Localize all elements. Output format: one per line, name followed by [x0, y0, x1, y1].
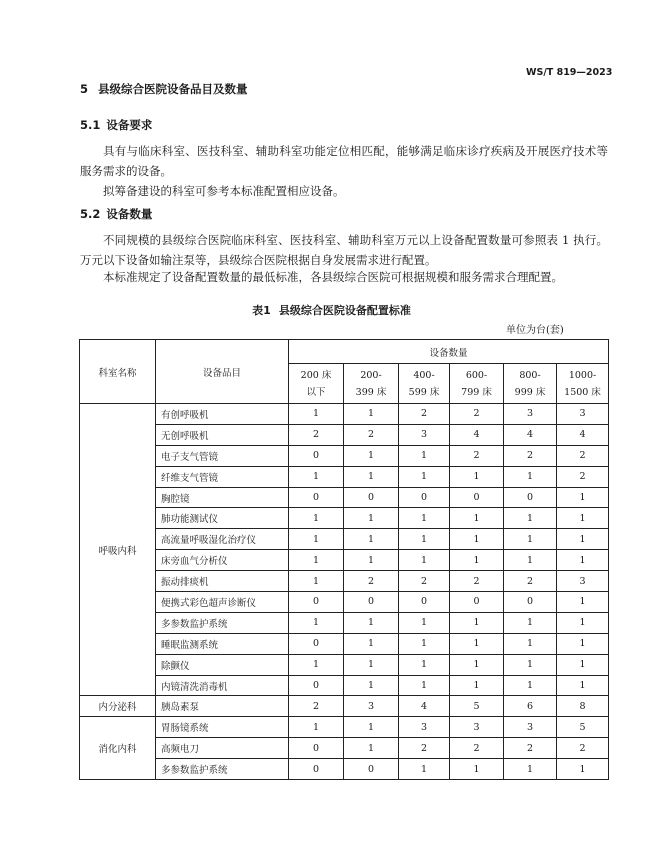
qty-cell: 0: [450, 487, 504, 508]
item-cell: 胸腔镜: [156, 487, 289, 508]
table-title-text: 县级综合医院设备配置标准: [278, 304, 411, 317]
item-cell: 便携式彩色超声诊断仪: [156, 592, 289, 613]
qty-cell: 1: [450, 654, 504, 675]
table-row: [80, 654, 609, 675]
qty-cell: 1: [450, 550, 504, 571]
qty-cell: 3: [450, 717, 504, 738]
qty-cell: 1: [557, 675, 609, 696]
qty-cell: 1: [557, 759, 609, 780]
qty-cell: 1: [504, 759, 557, 780]
qty-cell: 1: [504, 612, 557, 633]
qty-cell: 1: [399, 675, 450, 696]
qty-cell: 3: [344, 696, 399, 717]
item-cell: 多参数监护系统: [156, 612, 289, 633]
qty-cell: 2: [557, 445, 609, 466]
qty-cell: 8: [557, 696, 609, 717]
table-row: [80, 592, 609, 613]
item-cell: 振动排痰机: [156, 571, 289, 592]
qty-cell: 1: [450, 633, 504, 654]
qty-cell: 2: [344, 424, 399, 445]
qty-cell: 0: [344, 592, 399, 613]
table-row: [80, 696, 609, 717]
qty-cell: 0: [289, 675, 344, 696]
qty-cell: 1: [557, 654, 609, 675]
item-cell: 纤维支气管镜: [156, 466, 289, 487]
qty-cell: 1: [289, 654, 344, 675]
qty-cell: 2: [450, 404, 504, 425]
header-bed-size-line: 399 床: [355, 386, 387, 398]
qty-cell: 0: [289, 759, 344, 780]
header-bed-size-line: 以下: [306, 386, 326, 398]
qty-cell: 1: [344, 654, 399, 675]
qty-cell: 2: [399, 571, 450, 592]
dept-cell: 呼吸内科: [80, 404, 156, 696]
qty-cell: 2: [344, 571, 399, 592]
standard-code: WS/T 819—2023: [526, 67, 613, 78]
qty-cell: 2: [450, 571, 504, 592]
table-row: [80, 487, 609, 508]
qty-cell: 0: [289, 445, 344, 466]
qty-cell: 4: [557, 424, 609, 445]
qty-cell: 0: [289, 738, 344, 759]
qty-cell: 1: [557, 550, 609, 571]
qty-cell: 3: [399, 424, 450, 445]
table-row: [80, 738, 609, 759]
paragraph: 本标准规定了设备配置数量的最低标准，各县级综合医院可根据规模和服务需求合理配置。: [103, 270, 563, 284]
header-bed-size: [344, 364, 399, 404]
qty-cell: 1: [289, 466, 344, 487]
qty-cell: 0: [504, 487, 557, 508]
qty-cell: 1: [504, 550, 557, 571]
table-row: [80, 759, 609, 780]
qty-cell: 1: [289, 550, 344, 571]
table-unit: 单位为台(套): [506, 325, 564, 336]
qty-cell: 2: [557, 738, 609, 759]
qty-cell: 1: [344, 466, 399, 487]
equipment-table: [79, 339, 609, 780]
header-bed-size-line: 999 床: [514, 386, 546, 398]
qty-cell: 1: [450, 529, 504, 550]
qty-cell: 2: [557, 466, 609, 487]
qty-cell: 1: [344, 445, 399, 466]
qty-cell: 3: [557, 571, 609, 592]
qty-cell: 1: [289, 717, 344, 738]
qty-cell: 1: [557, 529, 609, 550]
qty-cell: 2: [289, 424, 344, 445]
qty-cell: 0: [344, 759, 399, 780]
qty-cell: 2: [399, 404, 450, 425]
table-row: [80, 550, 609, 571]
item-cell: 高频电刀: [156, 738, 289, 759]
header-bed-size: [289, 364, 344, 404]
table-row: [80, 424, 609, 445]
header-bed-size-line: 599 床: [408, 386, 440, 398]
qty-cell: 1: [344, 633, 399, 654]
item-cell: 有创呼吸机: [156, 404, 289, 425]
qty-cell: 0: [450, 592, 504, 613]
qty-cell: 1: [504, 466, 557, 487]
qty-cell: 1: [504, 508, 557, 529]
qty-cell: 1: [557, 487, 609, 508]
header-bed-size-line: 200-: [360, 369, 382, 381]
section-number: 5: [80, 82, 89, 96]
qty-cell: 1: [399, 550, 450, 571]
table-row: [80, 404, 609, 425]
subsection-heading-5-1: [80, 117, 152, 133]
qty-cell: 1: [344, 529, 399, 550]
table-row: [80, 675, 609, 696]
qty-cell: 1: [344, 675, 399, 696]
qty-cell: 0: [504, 592, 557, 613]
qty-cell: 1: [344, 738, 399, 759]
table-row: [80, 445, 609, 466]
header-bed-size-line: 1500 床: [564, 386, 601, 398]
table-title: [0, 302, 663, 318]
qty-cell: 0: [344, 487, 399, 508]
qty-cell: 0: [399, 592, 450, 613]
item-cell: 多参数监护系统: [156, 759, 289, 780]
table-row: [80, 612, 609, 633]
item-cell: 高流量呼吸湿化治疗仪: [156, 529, 289, 550]
header-bed-size-line: 200 床: [300, 369, 332, 381]
qty-cell: 3: [504, 404, 557, 425]
qty-cell: 1: [399, 654, 450, 675]
qty-cell: 2: [450, 738, 504, 759]
header-bed-size-line: 400-: [413, 369, 435, 381]
qty-cell: 1: [344, 404, 399, 425]
qty-cell: 0: [399, 487, 450, 508]
table-row: [80, 508, 609, 529]
qty-cell: 5: [557, 717, 609, 738]
header-bed-size-line: 799 床: [461, 386, 492, 398]
qty-cell: 1: [450, 675, 504, 696]
item-cell: 胃肠镜系统: [156, 717, 289, 738]
qty-cell: 1: [450, 612, 504, 633]
item-cell: 肺功能测试仪: [156, 508, 289, 529]
qty-cell: 2: [399, 738, 450, 759]
header-bed-size-line: 1000-: [568, 369, 597, 381]
item-cell: 胰岛素泵: [156, 696, 289, 717]
qty-cell: 1: [399, 445, 450, 466]
qty-cell: 0: [289, 592, 344, 613]
paragraph: 拟筹备建设的科室可参考本标准配置相应设备。: [103, 184, 345, 198]
qty-cell: 5: [450, 696, 504, 717]
qty-cell: 1: [344, 612, 399, 633]
item-cell: 睡眠监测系统: [156, 633, 289, 654]
header-bed-size: [557, 364, 609, 404]
qty-cell: 1: [504, 633, 557, 654]
qty-cell: 1: [289, 571, 344, 592]
qty-cell: 1: [450, 759, 504, 780]
qty-cell: 3: [399, 717, 450, 738]
table-row: [80, 571, 609, 592]
qty-cell: 1: [504, 529, 557, 550]
qty-cell: 1: [344, 508, 399, 529]
header-bed-size: [450, 364, 504, 404]
qty-cell: 1: [399, 759, 450, 780]
header-bed-size-line: 600-: [465, 369, 488, 381]
paragraph: 具有与临床科室、医技科室、辅助科室功能定位相匹配，能够满足临床诊疗疾病及开展医疗技术等服务需求的设备。: [80, 144, 608, 178]
qty-cell: 1: [289, 529, 344, 550]
qty-cell: 1: [289, 508, 344, 529]
qty-cell: 2: [504, 738, 557, 759]
qty-cell: 1: [557, 508, 609, 529]
header-dept: 科室名称: [80, 340, 156, 404]
subsection-title: 设备数量: [106, 207, 153, 221]
qty-cell: 1: [504, 654, 557, 675]
qty-cell: 4: [399, 696, 450, 717]
qty-cell: 1: [557, 612, 609, 633]
header-qty: 设备数量: [289, 340, 609, 364]
qty-cell: 1: [399, 633, 450, 654]
subsection-number: 5.1: [80, 118, 101, 132]
qty-cell: 1: [504, 675, 557, 696]
qty-cell: 1: [450, 466, 504, 487]
qty-cell: 1: [399, 508, 450, 529]
header-bed-size: [504, 364, 557, 404]
qty-cell: 1: [344, 550, 399, 571]
qty-cell: 0: [289, 633, 344, 654]
table-row: [80, 717, 609, 738]
qty-cell: 4: [504, 424, 557, 445]
paragraph: 不同规模的县级综合医院临床科室、医技科室、辅助科室万元以上设备配置数量可参照表 1 执行。万元以下设备如输注泵等，县级综合医院根据自身发展需求进行配置。: [80, 233, 608, 267]
table-row: [80, 529, 609, 550]
item-cell: 内镜清洗消毒机: [156, 675, 289, 696]
table-row: [80, 633, 609, 654]
qty-cell: 1: [399, 466, 450, 487]
subsection-title: 设备要求: [106, 118, 153, 132]
table-row: [80, 466, 609, 487]
qty-cell: 1: [557, 633, 609, 654]
item-cell: 除颤仪: [156, 654, 289, 675]
item-cell: 无创呼吸机: [156, 424, 289, 445]
item-cell: 电子支气管镜: [156, 445, 289, 466]
item-cell: 床旁血气分析仪: [156, 550, 289, 571]
section-title: 县级综合医院设备品目及数量: [98, 82, 248, 96]
qty-cell: 2: [504, 445, 557, 466]
dept-cell: 消化内科: [80, 717, 156, 780]
qty-cell: 1: [399, 612, 450, 633]
qty-cell: 0: [289, 487, 344, 508]
header-bed-size: [399, 364, 450, 404]
qty-cell: 3: [557, 404, 609, 425]
qty-cell: 1: [450, 508, 504, 529]
qty-cell: 1: [289, 612, 344, 633]
qty-cell: 3: [504, 717, 557, 738]
qty-cell: 6: [504, 696, 557, 717]
qty-cell: 1: [399, 529, 450, 550]
qty-cell: 2: [504, 571, 557, 592]
qty-cell: 4: [450, 424, 504, 445]
subsection-number: 5.2: [80, 207, 101, 221]
qty-cell: 1: [557, 592, 609, 613]
dept-cell: 内分泌科: [80, 696, 156, 717]
header-item: 设备品目: [156, 340, 289, 404]
header-bed-size-line: 800-: [519, 369, 541, 381]
table-number: 表1: [252, 304, 271, 317]
qty-cell: 2: [450, 445, 504, 466]
subsection-heading-5-2: [80, 206, 152, 222]
qty-cell: 2: [289, 696, 344, 717]
section-heading: [80, 81, 248, 97]
qty-cell: 1: [289, 404, 344, 425]
qty-cell: 1: [344, 717, 399, 738]
